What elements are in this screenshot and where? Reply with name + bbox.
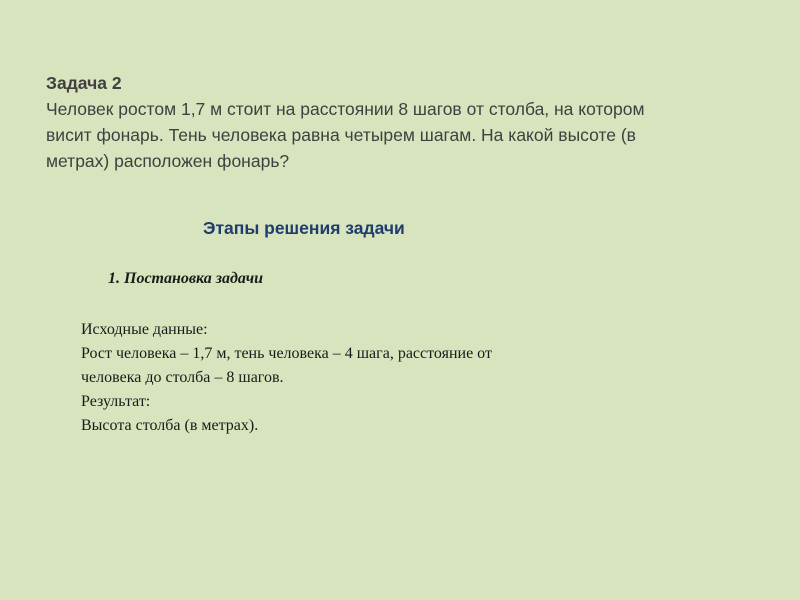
result-label: Результат: bbox=[81, 393, 151, 410]
task-title: Задача 2 bbox=[46, 73, 122, 93]
task-block bbox=[46, 70, 766, 174]
step-title: 1. Постановка задачи bbox=[108, 270, 263, 287]
result-value: Высота столба (в метрах). bbox=[81, 417, 259, 434]
task-text-line-2: висит фонарь. Тень человека равна четырем шагам. На какой высоте (в bbox=[46, 125, 636, 145]
input-data-label: Исходные данные: bbox=[81, 321, 208, 338]
step-content bbox=[81, 318, 641, 438]
stages-title: Этапы решения задачи bbox=[203, 218, 405, 238]
input-data-line-2: человека до столба – 8 шагов. bbox=[81, 369, 284, 386]
task-text-line-3: метрах) расположен фонарь? bbox=[46, 151, 290, 171]
task-text-line-1: Человек ростом 1,7 м стоит на расстоянии 8 шагов от столба, на котором bbox=[46, 99, 645, 119]
input-data-line-1: Рост человека – 1,7 м, тень человека – 4 шага, расстояние от bbox=[81, 345, 492, 362]
